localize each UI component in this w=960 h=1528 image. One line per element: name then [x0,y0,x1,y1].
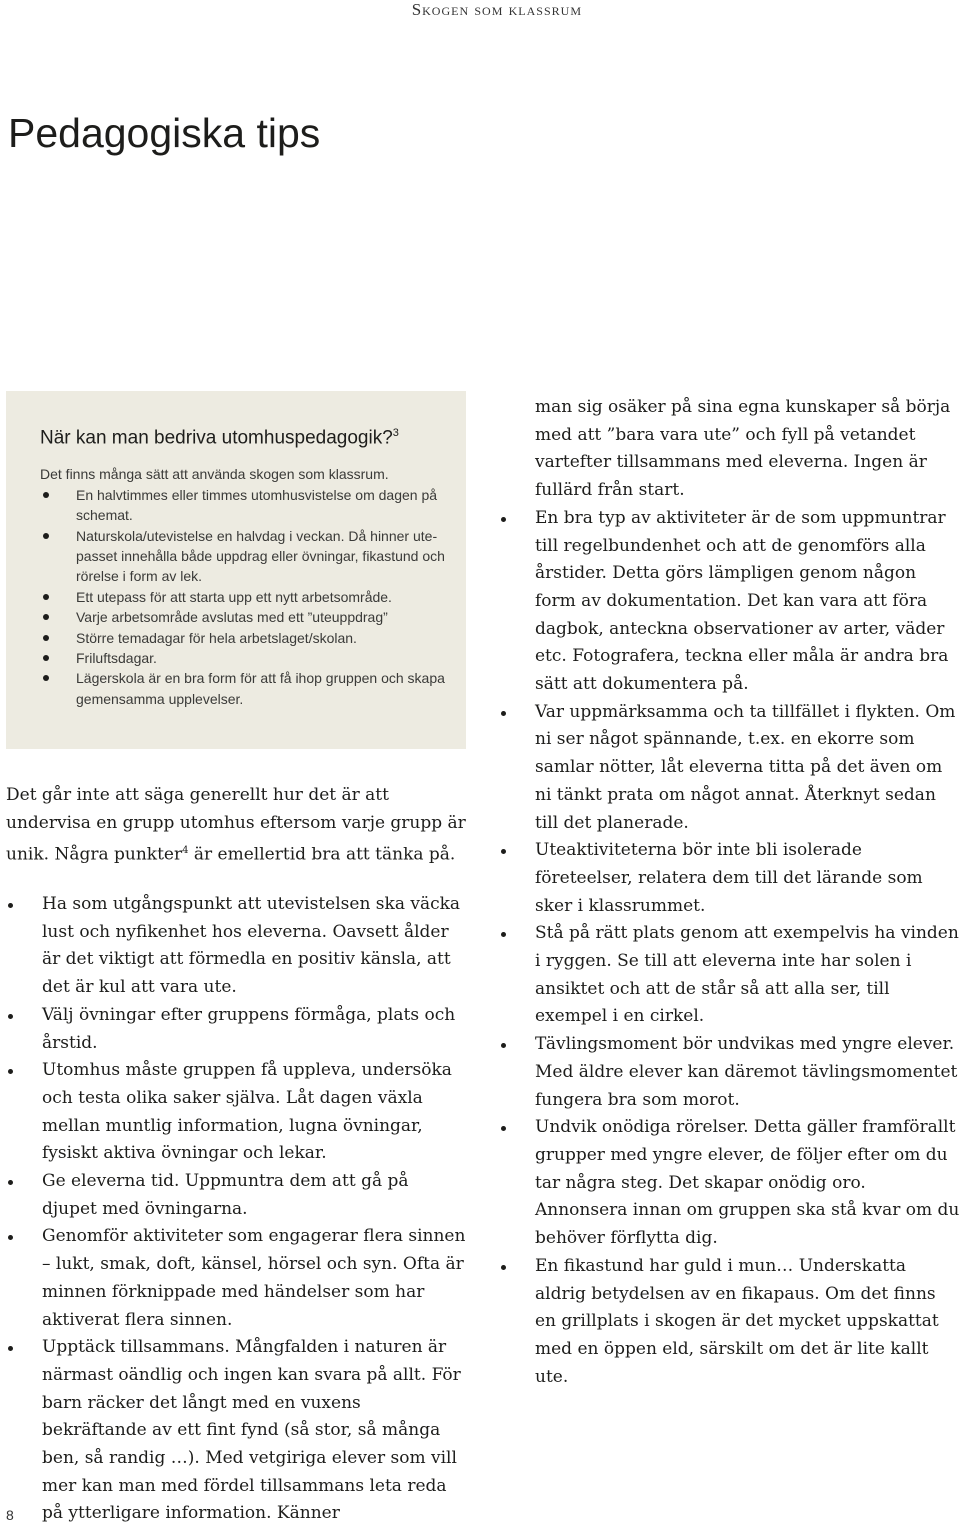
box-heading [40,421,452,450]
lead-text-end: är emellertid bra att tänka på. [188,844,456,865]
footnote-marker: 4 [182,845,189,857]
page-number: 8 [6,1507,14,1523]
box-intro: Det finns många sätt att använda skogen som klassrum. [40,466,389,483]
box-list [40,485,452,709]
tip-item: Välj övningar efter gruppens förmåga, plats och årstid. [6,1002,466,1057]
box-list-item: Varje arbetsområde avslutas med ett ”uteuppdrag” [40,607,452,627]
tip-item: Utomhus måste gruppen få uppleva, undersöka och testa olika saker själva. Låt dagen växla mellan muntlig information, lugna övningar, fysiskt aktiva övningar och lekar. [6,1057,466,1168]
tips-list-left [6,891,466,1528]
box-list-item: Naturskola/utevistelse en halvdag i veckan. Då hinner utepasset innehålla både uppdrag eller övningar, fikastund och rörelse i form av lek. [40,526,452,587]
tip-item: Undvik onödiga rörelser. Detta gäller framförallt grupper med yngre elever, de följer efter om du tar några steg. Det skapar onödig oro. Annonsera innan om gruppen ska stå kvar om du behöver förflytta dig. [499,1114,960,1253]
tip-item: Genomför aktiviteter som engagerar flera sinnen – lukt, smak, doft, känsel, hörsel och syn. Ofta är minnen förknippade med händelser som har aktiverat flera sinnen. [6,1223,466,1334]
continued-paragraph: man sig osäker på sina egna kunskaper så börja med att ”bara vara ute” och fyll på vetandet vartefter tillsammans med eleverna. Ingen är fullärd från start. [535,397,951,501]
box-list-item: En halvtimmes eller timmes utomhusvistelse om dagen på schemat. [40,485,452,526]
running-head: Skogen som klassrum [411,0,582,19]
tip-item: Stå på rätt plats genom att exempelvis ha vinden i ryggen. Se till att eleverna inte har solen i ansiktet och att de står så att alla ser, till exempel i en cirkel. [499,920,960,1031]
tip-item: Upptäck tillsammans. Mångfalden i naturen är närmast oändlig och ingen kan svara på allt. För barn räcker det långt med en vuxens bekräftande av ett fint fynd (så stor, så många ben, så randig …). Med vetgiriga elever som vill mer kan man med fördel tillsammans leta reda på ytterligare information. Känner [6,1334,466,1528]
tips-list-right [499,505,960,1392]
box-list-item: Lägerskola är en bra form för att få ihop gruppen och skapa gemensamma upplevelser. [40,668,452,709]
footnote-marker: 3 [392,427,399,439]
lead-paragraph [6,782,468,869]
tip-item: En fikastund har guld i mun… Underskatta aldrig betydelsen av en fikapaus. Om det finns en grillplats i skogen är det mycket uppskattat med en öppen eld, särskilt om det är lite kallt ute. [499,1253,960,1392]
tip-item: Var uppmärksamma och ta tillfället i flykten. Om ni ser något spännande, t.ex. en ekorre som samlar nötter, låt eleverna titta på det även om ni tänkt prata om något annat. Återknyt sedan till det planerade. [499,699,960,838]
lead-text: Det går inte att säga generellt hur det är att undervisa en grupp utomhus eftersom varje grupp är unik. Några punkter [6,785,466,865]
tip-item: Ha som utgångspunkt att utevistelsen ska väcka lust och nyfikenhet hos eleverna. Oavsett ålder är det viktigt att förmedla en positiv känsla, att det är kul att vara ute. [6,891,466,1002]
tip-item: Uteaktiviteterna bör inte bli isolerade företeelser, relatera dem till det lärande som sker i klassrummet. [499,837,960,920]
tip-item: En bra typ av aktiviteter är de som uppmuntrar till regelbundenhet och att de genomförs alla årstider. Detta görs lämpligen genom någon form av dokumentation. Det kan vara att föra dagbok, anteckna observationer av arter, väder etc. Fotografera, teckna eller måla är andra bra sätt att dokumentera på. [499,505,960,699]
tip-item: Ge eleverna tid. Uppmuntra dem att gå på djupet med övningarna. [6,1168,466,1223]
right-column [499,394,960,1391]
page-title: Pedagogiska tips [8,110,321,156]
box-list-item: Större temadagar för hela arbetslaget/skolan. [40,628,452,648]
box-list-item: Ett utepass för att starta upp ett nytt arbetsområde. [40,587,452,607]
box-heading-text: När kan man bedriva utomhuspedagogik? [40,427,393,449]
tip-item: Tävlingsmoment bör undvikas med yngre elever. Med äldre elever kan däremot tävlingsmomentet fungera bra som morot. [499,1031,960,1114]
box-list-item: Friluftsdagar. [40,648,452,668]
info-box [6,391,466,749]
